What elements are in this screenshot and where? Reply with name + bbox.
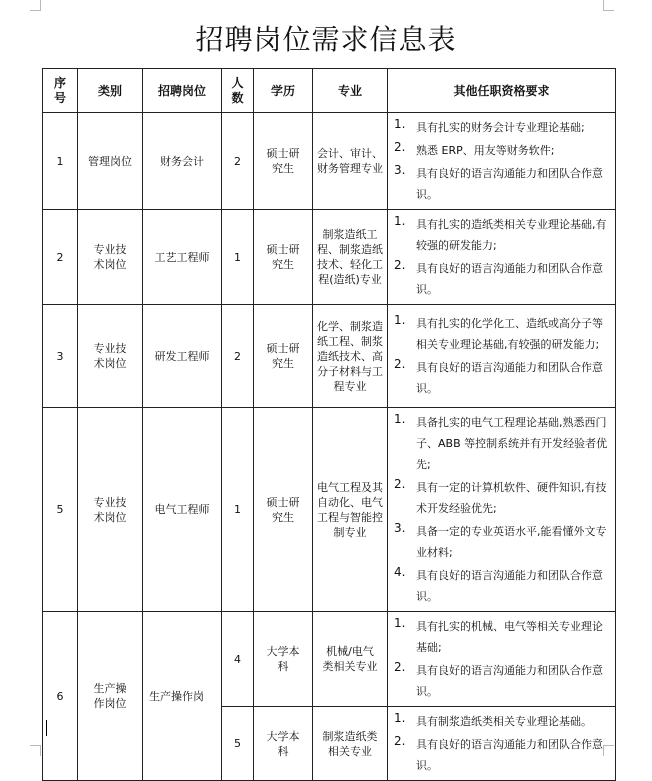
requirement-text: 具有良好的语言沟通能力和团队合作意识。 (416, 738, 603, 772)
header-position: 招聘岗位 (143, 69, 222, 113)
requirement-number: 1. (394, 616, 406, 630)
cell-count: 5 (222, 707, 254, 781)
requirement-item (394, 163, 611, 205)
cell-major: 会计、审计、财务管理专业 (313, 113, 388, 210)
cell-education: 硕士研究生 (254, 113, 313, 210)
requirement-number: 2. (394, 258, 406, 272)
requirement-number: 1. (394, 117, 406, 131)
cell-count: 2 (222, 305, 254, 408)
cell-major: 化学、制浆造纸工程、制浆造纸技术、高分子材料与工程专业 (313, 305, 388, 408)
header-requirements: 其他任职资格要求 (388, 69, 616, 113)
requirement-number: 4. (394, 565, 406, 579)
table-row (43, 408, 616, 612)
cell-seq: 5 (43, 408, 78, 612)
requirement-item (394, 214, 611, 256)
header-education: 学历 (254, 69, 313, 113)
requirement-item (394, 711, 611, 732)
cell-position: 工艺工程师 (143, 210, 222, 305)
page-corner-mark (603, 0, 614, 11)
cell-category: 专业技术岗位 (78, 305, 143, 408)
requirement-text: 具有扎实的造纸类相关专业理论基础,有较强的研发能力; (416, 218, 607, 252)
cell-position: 生产操作岗 (143, 612, 222, 781)
requirement-item (394, 258, 611, 300)
header-seq: 序号 (43, 69, 78, 113)
requirement-text: 具有良好的语言沟通能力和团队合作意识。 (416, 361, 603, 395)
requirement-number: 1. (394, 313, 406, 327)
requirement-item (394, 565, 611, 607)
cell-seq: 1 (43, 113, 78, 210)
requirement-item (394, 616, 611, 658)
requirement-text: 具备一定的专业英语水平,能看懂外文专业材料; (416, 525, 607, 559)
requirement-text: 具有良好的语言沟通能力和团队合作意识。 (416, 569, 603, 603)
cell-education: 硕士研究生 (254, 305, 313, 408)
cell-category: 专业技术岗位 (78, 408, 143, 612)
cell-education: 大学本科 (254, 707, 313, 781)
cell-position: 财务会计 (143, 113, 222, 210)
requirement-text: 具有良好的语言沟通能力和团队合作意识。 (416, 664, 603, 698)
table-row (43, 210, 616, 305)
cell-requirements (388, 210, 616, 305)
cell-education: 硕士研究生 (254, 210, 313, 305)
requirement-text: 具有良好的语言沟通能力和团队合作意识。 (416, 262, 603, 296)
cell-requirements (388, 408, 616, 612)
cell-requirements (388, 707, 616, 781)
page-title: 招聘岗位需求信息表 (195, 23, 457, 56)
table-row (43, 305, 616, 408)
requirement-number: 2. (394, 477, 406, 491)
cell-seq: 6 (43, 612, 78, 781)
cell-major: 制浆造纸工程、制浆造纸技术、轻化工程(造纸)专业 (313, 210, 388, 305)
cell-count: 4 (222, 612, 254, 707)
requirement-number: 3. (394, 521, 406, 535)
header-count: 人数 (222, 69, 254, 113)
requirement-number: 1. (394, 214, 406, 228)
requirement-text: 具有扎实的财务会计专业理论基础; (416, 121, 585, 134)
requirement-number: 1. (394, 711, 406, 725)
table-header-row (43, 69, 616, 113)
cell-requirements (388, 612, 616, 707)
requirement-item (394, 734, 611, 776)
cell-education: 硕士研究生 (254, 408, 313, 612)
requirement-text: 具有良好的语言沟通能力和团队合作意识。 (416, 167, 603, 201)
requirement-item (394, 140, 611, 161)
text-cursor (46, 720, 47, 736)
cell-major: 电气工程及其自动化、电气工程与智能控制专业 (313, 408, 388, 612)
requirement-item (394, 357, 611, 399)
table-row (43, 113, 616, 210)
requirement-number: 2. (394, 357, 406, 371)
table-row (43, 612, 616, 707)
cell-count: 1 (222, 408, 254, 612)
requirement-number: 2. (394, 734, 406, 748)
requirement-number: 3. (394, 163, 406, 177)
cell-education: 大学本科 (254, 612, 313, 707)
cell-requirements (388, 305, 616, 408)
cell-category: 专业技术岗位 (78, 210, 143, 305)
page-corner-mark (30, 0, 41, 11)
cell-major: 机械/电气类相关专业 (313, 612, 388, 707)
cell-category: 管理岗位 (78, 113, 143, 210)
header-major: 专业 (313, 69, 388, 113)
requirement-number: 1. (394, 412, 406, 426)
requirement-text: 具有制浆造纸类相关专业理论基础。 (416, 715, 592, 728)
requirement-text: 熟悉 ERP、用友等财务软件; (416, 144, 555, 157)
cell-requirements (388, 113, 616, 210)
cell-position: 电气工程师 (143, 408, 222, 612)
cell-seq: 3 (43, 305, 78, 408)
requirement-item (394, 117, 611, 138)
requirement-item (394, 521, 611, 563)
page-corner-mark (30, 745, 41, 756)
requirement-text: 具有扎实的化学化工、造纸或高分子等相关专业理论基础,有较强的研发能力; (416, 317, 603, 351)
requirement-number: 2. (394, 660, 406, 674)
cell-count: 2 (222, 113, 254, 210)
requirement-item (394, 313, 611, 355)
requirement-item (394, 412, 611, 475)
requirement-item (394, 477, 611, 519)
cell-count: 1 (222, 210, 254, 305)
requirement-text: 具有扎实的机械、电气等相关专业理论基础; (416, 620, 603, 654)
cell-seq: 2 (43, 210, 78, 305)
requirement-number: 2. (394, 140, 406, 154)
cell-position: 研发工程师 (143, 305, 222, 408)
requirement-item (394, 660, 611, 702)
requirement-text: 具有一定的计算机软件、硬件知识,有技术开发经验优先; (416, 481, 607, 515)
requirement-text: 具备扎实的电气工程理论基础,熟悉西门子、ABB 等控制系统并有开发经验者优先; (416, 416, 608, 471)
recruitment-table (42, 68, 616, 781)
header-category: 类别 (78, 69, 143, 113)
cell-category: 生产操作岗位 (78, 612, 143, 781)
cell-major: 制浆造纸类相关专业 (313, 707, 388, 781)
